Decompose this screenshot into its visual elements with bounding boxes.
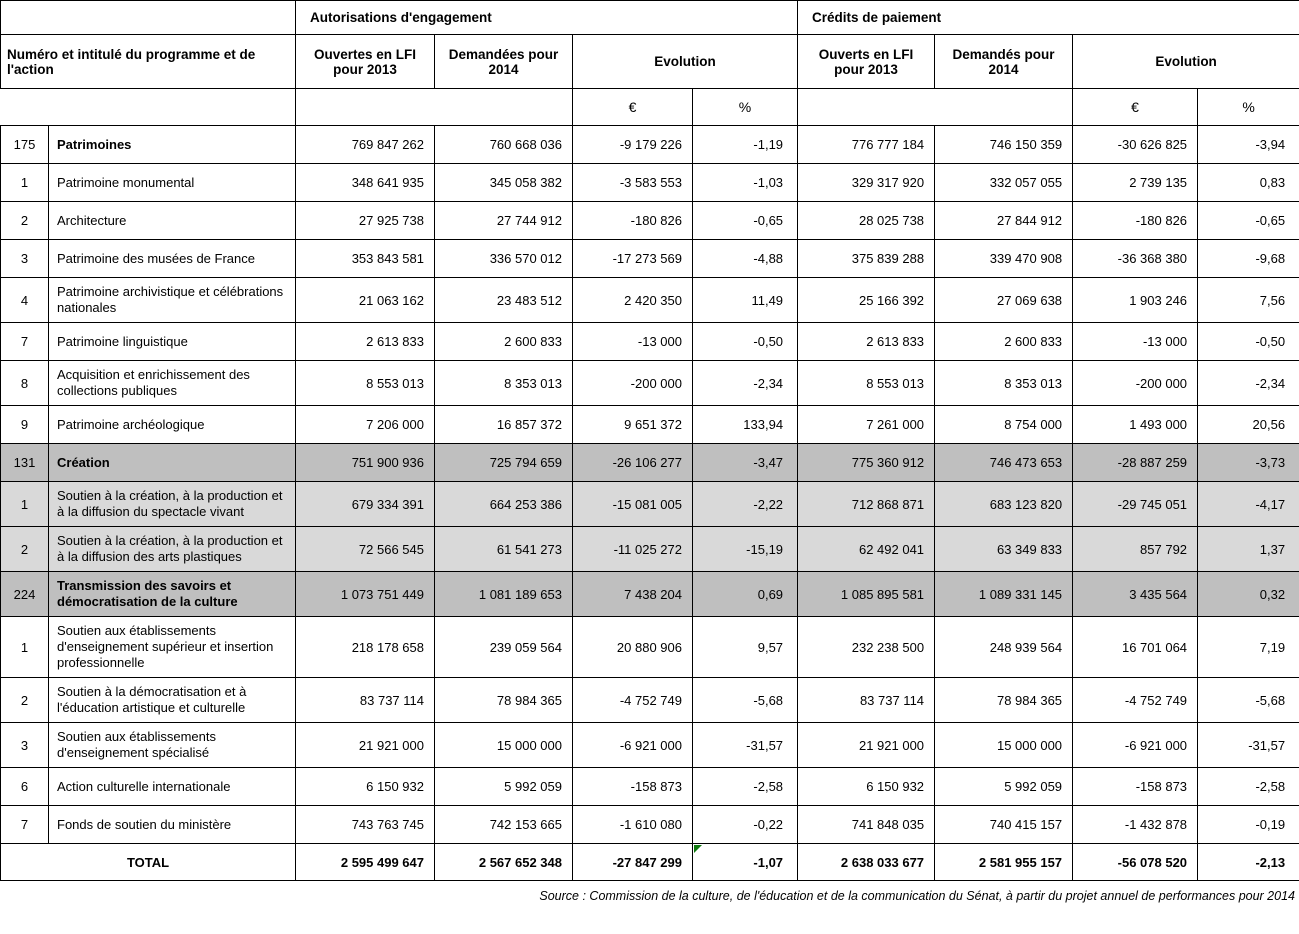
value-cell: 725 794 659 (435, 444, 573, 482)
value-cell: -13 000 (1073, 323, 1198, 361)
value-cell: 776 777 184 (798, 126, 935, 164)
value-cell: 353 843 581 (296, 240, 435, 278)
value-cell: 16 857 372 (435, 406, 573, 444)
table-row (1, 361, 1299, 406)
value-cell: 239 059 564 (435, 617, 573, 678)
value-cell: 8 353 013 (435, 361, 573, 406)
value-cell: 20,56 (1198, 406, 1299, 444)
program-action-label: Patrimoines (49, 126, 296, 164)
total-value-cell: -56 078 520 (1073, 844, 1198, 881)
value-cell: -2,34 (1198, 361, 1299, 406)
value-cell: -3,47 (693, 444, 798, 482)
value-cell: 1 903 246 (1073, 278, 1198, 323)
value-cell: 746 150 359 (935, 126, 1073, 164)
unit-percent-label: % (1198, 89, 1299, 126)
value-cell: -0,50 (1198, 323, 1299, 361)
value-cell: 7 261 000 (798, 406, 935, 444)
table-row (1, 806, 1299, 844)
program-action-label: Architecture (49, 202, 296, 240)
value-cell: 769 847 262 (296, 126, 435, 164)
value-cell: -9 179 226 (573, 126, 693, 164)
program-action-label: Soutien aux établissements d'enseignement supérieur et insertion professionnelle (49, 617, 296, 678)
value-cell: 775 360 912 (798, 444, 935, 482)
total-value-cell: 2 595 499 647 (296, 844, 435, 881)
total-value-cell: 2 581 955 157 (935, 844, 1073, 881)
value-cell: 8 754 000 (935, 406, 1073, 444)
value-cell: 760 668 036 (435, 126, 573, 164)
total-value-cell: 2 567 652 348 (435, 844, 573, 881)
table-row (1, 482, 1299, 527)
unit-header-row (1, 89, 1299, 126)
value-cell: 21 921 000 (296, 723, 435, 768)
group-header-row (1, 1, 1299, 35)
value-cell: 0,32 (1198, 572, 1299, 617)
program-action-label: Soutien à la démocratisation et à l'éducation artistique et culturelle (49, 678, 296, 723)
value-cell: -26 106 277 (573, 444, 693, 482)
program-action-number: 224 (1, 572, 49, 617)
table-row (1, 278, 1299, 323)
empty-unit-cell (296, 89, 573, 126)
value-cell: 61 541 273 (435, 527, 573, 572)
table-row (1, 617, 1299, 678)
table-row (1, 202, 1299, 240)
value-cell: 25 166 392 (798, 278, 935, 323)
program-action-number: 175 (1, 126, 49, 164)
value-cell: 1 493 000 (1073, 406, 1198, 444)
value-cell: -6 921 000 (573, 723, 693, 768)
total-value-cell (693, 844, 798, 881)
value-cell: -3,94 (1198, 126, 1299, 164)
value-cell: 740 415 157 (935, 806, 1073, 844)
program-action-label: Patrimoine archivistique et célébrations nationales (49, 278, 296, 323)
value-cell: 2 739 135 (1073, 164, 1198, 202)
value-cell: 16 701 064 (1073, 617, 1198, 678)
value-cell: -31,57 (1198, 723, 1299, 768)
value-cell: 6 150 932 (798, 768, 935, 806)
value-cell: 1,37 (1198, 527, 1299, 572)
value-cell: -2,34 (693, 361, 798, 406)
value-cell: -2,22 (693, 482, 798, 527)
value-cell: -31,57 (693, 723, 798, 768)
table-row (1, 723, 1299, 768)
value-cell: 63 349 833 (935, 527, 1073, 572)
value-cell: 27 744 912 (435, 202, 573, 240)
program-action-number: 2 (1, 202, 49, 240)
value-cell: -0,65 (693, 202, 798, 240)
value-cell: 712 868 871 (798, 482, 935, 527)
value-cell: 679 334 391 (296, 482, 435, 527)
program-action-number: 4 (1, 278, 49, 323)
value-cell: -4,88 (693, 240, 798, 278)
total-row (1, 844, 1299, 881)
value-cell: -1 610 080 (573, 806, 693, 844)
value-cell: -30 626 825 (1073, 126, 1198, 164)
total-label: TOTAL (1, 844, 296, 881)
value-cell: -6 921 000 (1073, 723, 1198, 768)
value-cell: 1 081 189 653 (435, 572, 573, 617)
value-cell: -3,73 (1198, 444, 1299, 482)
program-action-number: 131 (1, 444, 49, 482)
value-cell: 2 613 833 (296, 323, 435, 361)
value-cell: 21 063 162 (296, 278, 435, 323)
column-header-cp-2014: Demandés pour 2014 (935, 35, 1073, 89)
value-cell: 5 992 059 (435, 768, 573, 806)
value-cell: -1,19 (693, 126, 798, 164)
value-cell: 7,19 (1198, 617, 1299, 678)
total-value-cell: -27 847 299 (573, 844, 693, 881)
table-row (1, 240, 1299, 278)
value-cell: 751 900 936 (296, 444, 435, 482)
value-cell: 336 570 012 (435, 240, 573, 278)
value-cell: 78 984 365 (435, 678, 573, 723)
program-action-number: 8 (1, 361, 49, 406)
value-cell: -4,17 (1198, 482, 1299, 527)
column-header-ae-evolution: Evolution (573, 35, 798, 89)
value-cell: 339 470 908 (935, 240, 1073, 278)
value-cell: 218 178 658 (296, 617, 435, 678)
column-header-ae-2014: Demandées pour 2014 (435, 35, 573, 89)
program-action-label: Soutien à la création, à la production et à la diffusion du spectacle vivant (49, 482, 296, 527)
table-row (1, 126, 1299, 164)
value-cell: -5,68 (693, 678, 798, 723)
program-action-label: Patrimoine linguistique (49, 323, 296, 361)
program-action-label: Soutien aux établissements d'enseignement spécialisé (49, 723, 296, 768)
program-action-label: Fonds de soutien du ministère (49, 806, 296, 844)
value-cell: 332 057 055 (935, 164, 1073, 202)
value-cell: -0,19 (1198, 806, 1299, 844)
column-header-cp-lfi-2013: Ouverts en LFI pour 2013 (798, 35, 935, 89)
value-cell: -15,19 (693, 527, 798, 572)
value-cell: 8 553 013 (798, 361, 935, 406)
table-row (1, 572, 1299, 617)
value-cell: 21 921 000 (798, 723, 935, 768)
value-cell: 7 438 204 (573, 572, 693, 617)
table-row (1, 527, 1299, 572)
value-cell: 27 069 638 (935, 278, 1073, 323)
value-cell: -17 273 569 (573, 240, 693, 278)
value-cell: -158 873 (1073, 768, 1198, 806)
value-cell: -4 752 749 (1073, 678, 1198, 723)
value-cell: 742 153 665 (435, 806, 573, 844)
program-action-number: 1 (1, 617, 49, 678)
value-cell: 248 939 564 (935, 617, 1073, 678)
program-action-label: Patrimoine archéologique (49, 406, 296, 444)
column-header-ae-lfi-2013: Ouvertes en LFI pour 2013 (296, 35, 435, 89)
total-value-cell: -2,13 (1198, 844, 1299, 881)
program-action-number: 3 (1, 240, 49, 278)
value-cell: 348 641 935 (296, 164, 435, 202)
value-cell: 15 000 000 (935, 723, 1073, 768)
program-action-number: 6 (1, 768, 49, 806)
program-action-number: 1 (1, 482, 49, 527)
value-cell: 8 353 013 (935, 361, 1073, 406)
value-cell: 2 600 833 (935, 323, 1073, 361)
value-cell: 0,83 (1198, 164, 1299, 202)
value-cell: 78 984 365 (935, 678, 1073, 723)
empty-unit-cell (1, 89, 296, 126)
value-cell: 5 992 059 (935, 768, 1073, 806)
program-action-label: Transmission des savoirs et démocratisation de la culture (49, 572, 296, 617)
value-cell: 857 792 (1073, 527, 1198, 572)
program-action-label: Patrimoine des musées de France (49, 240, 296, 278)
value-cell: 741 848 035 (798, 806, 935, 844)
value-cell: 0,69 (693, 572, 798, 617)
value-cell: 2 420 350 (573, 278, 693, 323)
value-cell: 9 651 372 (573, 406, 693, 444)
total-percent-value: -1,07 (753, 854, 784, 870)
value-cell: -28 887 259 (1073, 444, 1198, 482)
group-header-autorisations: Autorisations d'engagement (296, 1, 798, 35)
total-value-cell: 2 638 033 677 (798, 844, 935, 881)
value-cell: 6 150 932 (296, 768, 435, 806)
value-cell: 7,56 (1198, 278, 1299, 323)
value-cell: -1 432 878 (1073, 806, 1198, 844)
value-cell: 3 435 564 (1073, 572, 1198, 617)
unit-percent-label: % (693, 89, 798, 126)
excel-error-flag-icon (694, 845, 702, 853)
value-cell: -0,22 (693, 806, 798, 844)
column-header-program: Numéro et intitulé du programme et de l'action (1, 35, 296, 89)
value-cell: 8 553 013 (296, 361, 435, 406)
empty-unit-cell (798, 89, 1073, 126)
empty-corner-cell (1, 1, 296, 35)
value-cell: -29 745 051 (1073, 482, 1198, 527)
program-action-label: Création (49, 444, 296, 482)
value-cell: -4 752 749 (573, 678, 693, 723)
value-cell: 9,57 (693, 617, 798, 678)
program-action-number: 3 (1, 723, 49, 768)
value-cell: -11 025 272 (573, 527, 693, 572)
table-row (1, 678, 1299, 723)
value-cell: -2,58 (693, 768, 798, 806)
value-cell: 2 600 833 (435, 323, 573, 361)
value-cell: 1 073 751 449 (296, 572, 435, 617)
unit-euro-label: € (573, 89, 693, 126)
value-cell: -13 000 (573, 323, 693, 361)
value-cell: 345 058 382 (435, 164, 573, 202)
value-cell: -36 368 380 (1073, 240, 1198, 278)
value-cell: 83 737 114 (296, 678, 435, 723)
value-cell: 133,94 (693, 406, 798, 444)
value-cell: 28 025 738 (798, 202, 935, 240)
value-cell: -200 000 (1073, 361, 1198, 406)
value-cell: 83 737 114 (798, 678, 935, 723)
value-cell: 11,49 (693, 278, 798, 323)
program-action-number: 7 (1, 806, 49, 844)
value-cell: 72 566 545 (296, 527, 435, 572)
value-cell: 664 253 386 (435, 482, 573, 527)
column-header-row (1, 35, 1299, 89)
program-action-number: 2 (1, 678, 49, 723)
value-cell: -158 873 (573, 768, 693, 806)
program-action-label: Patrimoine monumental (49, 164, 296, 202)
value-cell: 743 763 745 (296, 806, 435, 844)
column-header-cp-evolution: Evolution (1073, 35, 1299, 89)
value-cell: -180 826 (573, 202, 693, 240)
value-cell: -15 081 005 (573, 482, 693, 527)
group-header-credits: Crédits de paiement (798, 1, 1299, 35)
value-cell: 27 925 738 (296, 202, 435, 240)
table-row (1, 406, 1299, 444)
value-cell: 746 473 653 (935, 444, 1073, 482)
value-cell: 27 844 912 (935, 202, 1073, 240)
value-cell: 20 880 906 (573, 617, 693, 678)
program-action-label: Action culturelle internationale (49, 768, 296, 806)
value-cell: 683 123 820 (935, 482, 1073, 527)
value-cell: 15 000 000 (435, 723, 573, 768)
value-cell: 1 085 895 581 (798, 572, 935, 617)
value-cell: 232 238 500 (798, 617, 935, 678)
program-action-number: 2 (1, 527, 49, 572)
value-cell: 62 492 041 (798, 527, 935, 572)
value-cell: -0,65 (1198, 202, 1299, 240)
value-cell: -5,68 (1198, 678, 1299, 723)
value-cell: -1,03 (693, 164, 798, 202)
program-action-label: Soutien à la création, à la production et à la diffusion des arts plastiques (49, 527, 296, 572)
value-cell: -3 583 553 (573, 164, 693, 202)
table-row (1, 444, 1299, 482)
program-action-number: 1 (1, 164, 49, 202)
source-note: Source : Commission de la culture, de l'éducation et de la communication du Sénat, à partir du projet annuel de performances pour 2014 (539, 889, 1295, 903)
program-action-label: Acquisition et enrichissement des collections publiques (49, 361, 296, 406)
value-cell: -0,50 (693, 323, 798, 361)
table-row (1, 164, 1299, 202)
value-cell: 2 613 833 (798, 323, 935, 361)
value-cell: 1 089 331 145 (935, 572, 1073, 617)
value-cell: 23 483 512 (435, 278, 573, 323)
value-cell: -2,58 (1198, 768, 1299, 806)
unit-euro-label: € (1073, 89, 1198, 126)
program-action-number: 9 (1, 406, 49, 444)
value-cell: 7 206 000 (296, 406, 435, 444)
value-cell: -200 000 (573, 361, 693, 406)
value-cell: 375 839 288 (798, 240, 935, 278)
value-cell: 329 317 920 (798, 164, 935, 202)
program-action-number: 7 (1, 323, 49, 361)
table-row (1, 323, 1299, 361)
table-row (1, 768, 1299, 806)
value-cell: -180 826 (1073, 202, 1198, 240)
value-cell: -9,68 (1198, 240, 1299, 278)
